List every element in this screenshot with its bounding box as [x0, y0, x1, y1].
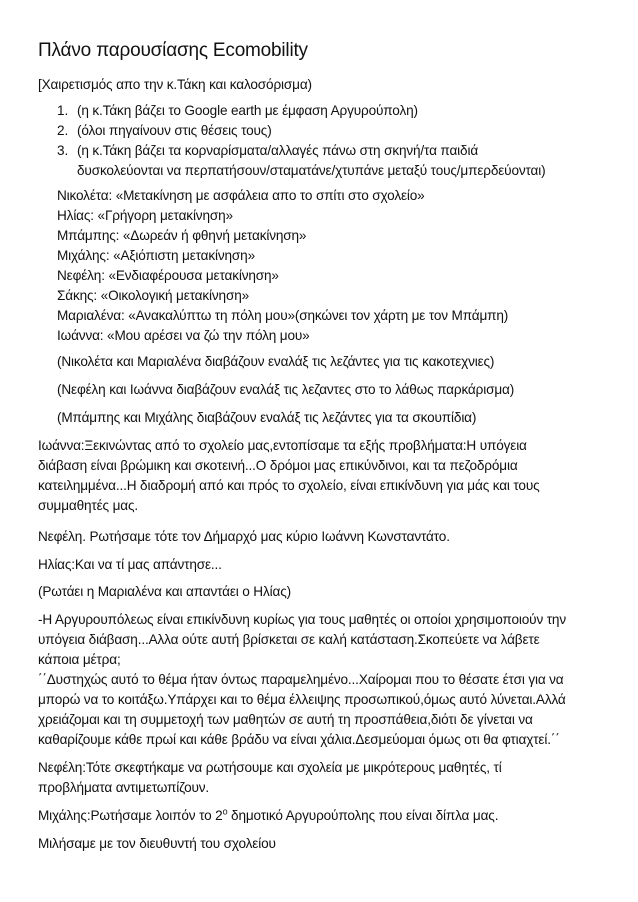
ordinal-superscript: ο	[222, 806, 228, 817]
dialogue-line: Μιλήσαμε με τον διευθυντή του σχολείου	[38, 836, 276, 851]
paragraph-line: Ιωάννα:Ξεκινώντας από το σχολείο μας,εντοπίσαμε τα εξής προβλήματα:Η υπόγεια	[38, 438, 527, 453]
stage-note: (Ρωτάει η Μαριαλένα και απαντάει ο Ηλίας)	[38, 584, 291, 599]
stage-note: (Νεφέλη και Ιωάννα διαβάζουν εναλάξ τις λεζαντες στο το λάθως παρκάρισμα)	[57, 382, 515, 397]
stage-note: (Νικολέτα και Μαριαλένα διαβάζουν εναλάξ τις λεζάντες για τις κακοτεχνιες)	[57, 354, 495, 369]
role-line: Μαριαλένα: «Ανακαλύπτω τη πόλη μου»(σηκώνει τον χάρτη με τον Μπάμπη)	[57, 308, 509, 323]
step-text: δυσκολεύονται να περπατήσουν/σταματάνε/χτυπάνε μεταξύ τους/μπερδεύονται)	[77, 163, 546, 178]
answer-line: καθαρίζουμε κάθε πρωί και κάθε βράδυ να είναι χάλια.Δεσμεύομαι όμως οτι θα φτιαχτεί.΄΄	[38, 732, 560, 747]
role-line: Μπάμπης: «Δωρεάν ή φθηνή μετακίνηση»	[57, 228, 307, 243]
dialogue-line	[38, 806, 498, 826]
role-line: Μιχάλης: «Αξιόπιστη μετακίνηση»	[57, 248, 255, 263]
step-number: 1.	[57, 103, 69, 118]
paragraph-line: συμμαθητές μας.	[38, 498, 138, 513]
dialogue-line: Νεφέλη. Ρωτήσαμε τότε τον Δήμαρχό μας κύριο Ιωάννη Κωνσταντάτο.	[38, 529, 450, 544]
question-line: κάποια μέτρα;	[38, 652, 121, 667]
intro-line: [Χαιρετισμός απο την κ.Τάκη και καλοσόρισμα)	[38, 77, 312, 92]
question-line: υπόγεια διάβαση...Αλλα ούτε αυτή βρίσκεται σε καλή κατάσταση.Σκοπεύετε να λάβετε	[38, 632, 540, 647]
paragraph-line: κατειλημμένα...Η διαδρομή από και πρός το σχολείο, είναι επικίνδυνη για μάς και τους	[38, 478, 540, 493]
stage-note: (Μπάμπης και Μιχάλης διαβάζουν εναλάξ τις λεζάντες για τα σκουπίδια)	[57, 410, 477, 425]
step-text: (η κ.Τάκη βάζει το Google earth με έμφαση Αργυρούπολη)	[77, 103, 418, 118]
dialogue-line: Ηλίας:Και να τί μας απάντησε...	[38, 557, 222, 572]
role-line: Νεφέλη: «Ενδιαφέρουσα μετακίνηση»	[57, 268, 279, 283]
dialogue-line: προβλήματα αντιμετωπίζουν.	[38, 780, 210, 795]
role-line: Σάκης: «Οικολογική μετακίνηση»	[57, 288, 250, 303]
question-line: -Η Αργυρουπόλεως είναι επικίνδυνη κυρίως για τους μαθητές οι οποίοι χρησιμοποιούν την	[38, 612, 566, 627]
paragraph-line: διάβαση είναι βρώμικη και σκοτεινή...Ο δρόμοι μας επικύνδινοι, και τα πεζοδρόμια	[38, 458, 518, 473]
step-number: 2.	[57, 123, 69, 138]
michalis-text-start: Μιχάλης:Ρωτήσαμε λοιπόν το 2	[38, 808, 223, 823]
role-line: Ιωάννα: «Μου αρέσει να ζώ την πόλη μου»	[57, 328, 310, 343]
step-number: 3.	[57, 143, 69, 158]
role-line: Νικολέτα: «Μετακίνηση με ασφάλεια απο το σπίτι στο σχολείο»	[57, 188, 425, 203]
role-line: Ηλίας: «Γρήγορη μετακίνηση»	[57, 208, 233, 223]
step-text: (η κ.Τάκη βάζει τα κορναρίσματα/αλλαγές πάνω στη σκηνή/τα παιδιά	[77, 143, 479, 158]
michalis-text-end: δημοτικό Αργυρούπολης που είναι δίπλα μας.	[227, 808, 499, 823]
page-title: Πλάνο παρουσίασης Ecomobility	[38, 40, 308, 61]
dialogue-line: Νεφέλη:Τότε σκεφτήκαμε να ρωτήσουμε και σχολεία με μικρότερους μαθητές, τί	[38, 760, 502, 775]
step-text: (όλοι πηγαίνουν στις θέσεις τους)	[77, 123, 272, 138]
answer-line: χρειάζομαι και τη συμμετοχή των μαθητών σε αυτή τη προσπάθεια,διότι δε γίνεται να	[38, 712, 533, 727]
answer-line: μπορώ να το κοιτάξω.Υπάρχει και το θέμα έλλειψης προσωπικού,όμως αυτό λύνεται.Αλλά	[38, 692, 566, 707]
answer-line: ΄΄Δυστηχώς αυτό το θέμα ήταν όντως παραμελημένο...Χαίρομαι που το θέσατε έτσι για να	[38, 672, 564, 687]
